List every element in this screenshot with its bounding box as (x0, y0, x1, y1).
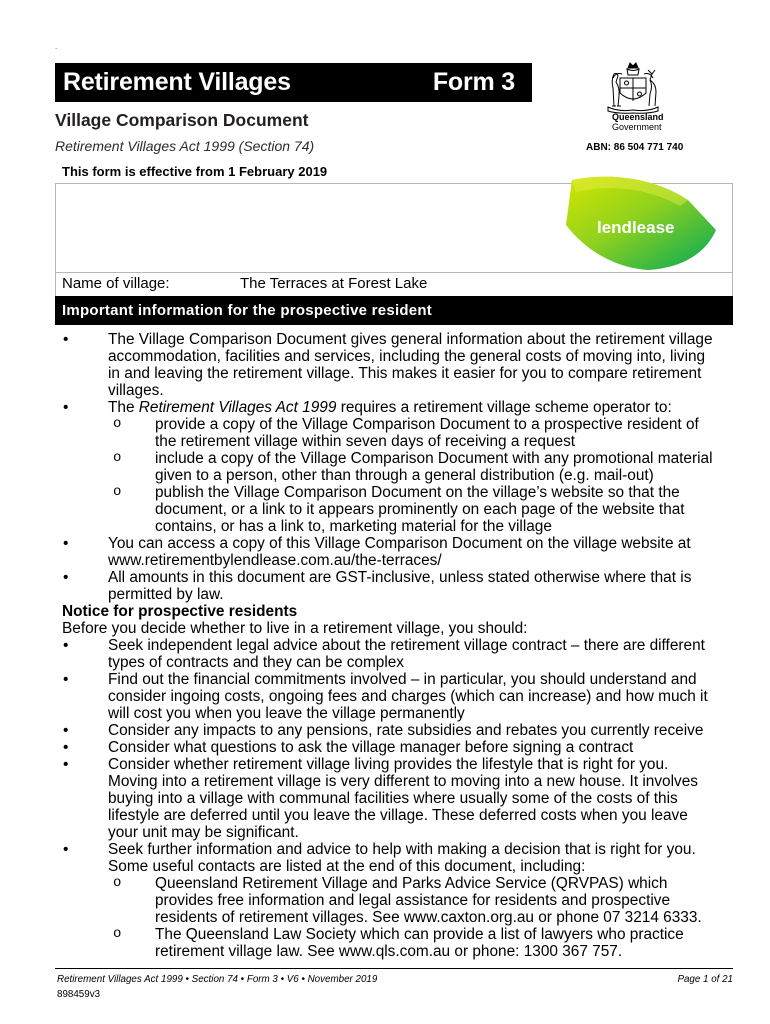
footer-reference: Retirement Villages Act 1999 • Section 74 • Form 3 • V6 • November 2019 (57, 974, 378, 985)
notice-bullet-item (55, 637, 733, 671)
abn-number: ABN: 86 504 771 740 (586, 142, 684, 153)
sub-bullet-marker: o (113, 484, 122, 500)
notice-bullet-item (55, 722, 733, 739)
notice-intro: Before you decide whether to live in a retirement village, you should: (62, 620, 528, 637)
document-title: Village Comparison Document (55, 110, 309, 130)
sub-bullet-marker: o (113, 875, 122, 891)
act-reference: Retirement Villages Act 1999 (Section 74) (55, 138, 315, 154)
text-line: provide a copy of the Village Comparison Document to a prospective resident of (155, 416, 699, 433)
website-address: www.retirementbylendlease.com.au/the-terraces/ (108, 552, 442, 569)
bullet-marker: • (63, 671, 69, 688)
sub-bullet-item (55, 926, 733, 960)
text-line: types of contracts and they can be complex (108, 654, 405, 671)
bullet-marker: • (63, 331, 69, 348)
act-title-italic: Retirement Villages Act 1999 (138, 399, 337, 416)
notice-bullet-item (55, 739, 733, 756)
text-line: given to a person, other than through a general distribution (e.g. mail-out) (155, 467, 654, 484)
text-line: will cost you when you leave the village permanently (108, 705, 465, 722)
text-line (55, 399, 733, 416)
notice-bullet-item (55, 756, 733, 841)
sub-bullet-marker: o (113, 416, 122, 432)
notice-bullet-item (55, 841, 733, 960)
sub-bullet-item (55, 416, 733, 450)
text-line: The Village Comparison Document gives general information about the retirement village (108, 331, 713, 348)
sub-bullet-marker: o (113, 450, 122, 466)
bullet-marker: • (63, 756, 69, 773)
important-info-header (55, 296, 733, 325)
notice-heading: Notice for prospective residents (62, 603, 298, 620)
document-id: 898459v3 (57, 989, 101, 1000)
page-number: Page 1 of 21 (677, 974, 733, 985)
queensland-coat-of-arms-icon (598, 60, 668, 114)
sub-bullet-item (55, 450, 733, 484)
lendlease-wordmark: lendlease (597, 218, 675, 237)
important-bullet-item (55, 569, 733, 603)
text-line: buying into a village with communal facilities where usually some of the costs of this (108, 790, 678, 807)
text-line: Queensland Retirement Village and Parks Advice Service (QRVPAS) which (155, 875, 668, 892)
government-label: Government (612, 122, 662, 132)
box-divider (55, 272, 733, 273)
important-bullet-item (55, 535, 733, 569)
village-name-label: Name of village: (62, 275, 170, 292)
text-line: the retirement village within seven days of receiving a request (155, 433, 576, 450)
important-bullet-item (55, 399, 733, 535)
text-line: Moving into a retirement village is very different to moving into a new house. It involves (108, 773, 698, 790)
text-line: Consider what questions to ask the village manager before signing a contract (108, 739, 634, 756)
banner-title: Retirement Villages (63, 68, 291, 96)
text-line: Some useful contacts are listed at the end of this document, including: (108, 858, 586, 875)
text-line: accommodation, facilities and services, including the general costs of moving into, living (108, 348, 706, 365)
bullet-marker: • (63, 841, 69, 858)
banner-form-number: Form 3 (432, 68, 515, 96)
corner-mark: . (55, 42, 58, 51)
bullet-marker: • (63, 535, 69, 552)
text-line: publish the Village Comparison Document on the village’s website so that the (155, 484, 680, 501)
text-line: The Queensland Law Society which can provide a list of lawyers who practice (155, 926, 684, 943)
village-name-value: The Terraces at Forest Lake (240, 275, 428, 292)
text-line: provides free information and legal assistance for residents and prospective (155, 892, 671, 909)
text-line: include a copy of the Village Comparison Document with any promotional material (155, 450, 713, 467)
sub-bullet-item (55, 484, 733, 535)
text-line: All amounts in this document are GST-inclusive, unless stated otherwise where that is (108, 569, 692, 586)
document-body (55, 331, 733, 960)
text-line: your unit may be significant. (108, 824, 299, 841)
bullet-marker: • (63, 722, 69, 739)
sub-bullet-marker: o (113, 926, 122, 942)
text-line: permitted by law. (108, 586, 224, 603)
important-bullet-item (55, 331, 733, 399)
notice-bullet-item (55, 671, 733, 722)
text-segment: requires a retirement village scheme operator to: (336, 399, 672, 416)
effective-date: This form is effective from 1 February 2019 (62, 164, 328, 179)
important-info-heading: Important information for the prospective resident (62, 302, 433, 319)
text-line: You can access a copy of this Village Comparison Document on the village website at (108, 535, 691, 552)
text-line: residents of retirement villages. See www.caxton.org.au or phone 07 3214 6333. (155, 909, 702, 926)
text-line: lifestyle are deferred until you leave the village. These deferred costs when you leave (108, 807, 688, 824)
text-line: in and leaving the retirement village. This makes it easier for you to compare retirement (108, 365, 702, 382)
text-line: consider ingoing costs, ongoing fees and charges (which can increase) and how much it (108, 688, 708, 705)
text-line: document, or a link to it appears prominently on each page of the website that (155, 501, 685, 518)
bullet-marker: • (63, 399, 69, 416)
text-line: retirement village law. See www.qls.com.au or phone: 1300 367 757. (155, 943, 623, 960)
footer-divider (55, 968, 733, 969)
sub-bullet-item (55, 875, 733, 926)
form-banner (55, 63, 532, 102)
text-line: villages. (108, 382, 164, 399)
text-segment: The (108, 399, 139, 416)
text-line: Seek independent legal advice about the retirement village contract – there are different (108, 637, 705, 654)
text-line: Find out the financial commitments involved – in particular, you should understand and (108, 671, 697, 688)
bullet-marker: • (63, 637, 69, 654)
government-name: Queensland (612, 112, 664, 122)
lendlease-logo-icon (560, 170, 720, 272)
text-line: Seek further information and advice to help with making a decision that is right for you. (108, 841, 696, 858)
text-line: Consider whether retirement village living provides the lifestyle that is right for you. (108, 756, 669, 773)
bullet-marker: • (63, 739, 69, 756)
bullet-marker: • (63, 569, 69, 586)
text-line: contains, or has a link to, marketing material for the village (155, 518, 552, 535)
text-line: Consider any impacts to any pensions, rate subsidies and rebates you currently receive (108, 722, 704, 739)
